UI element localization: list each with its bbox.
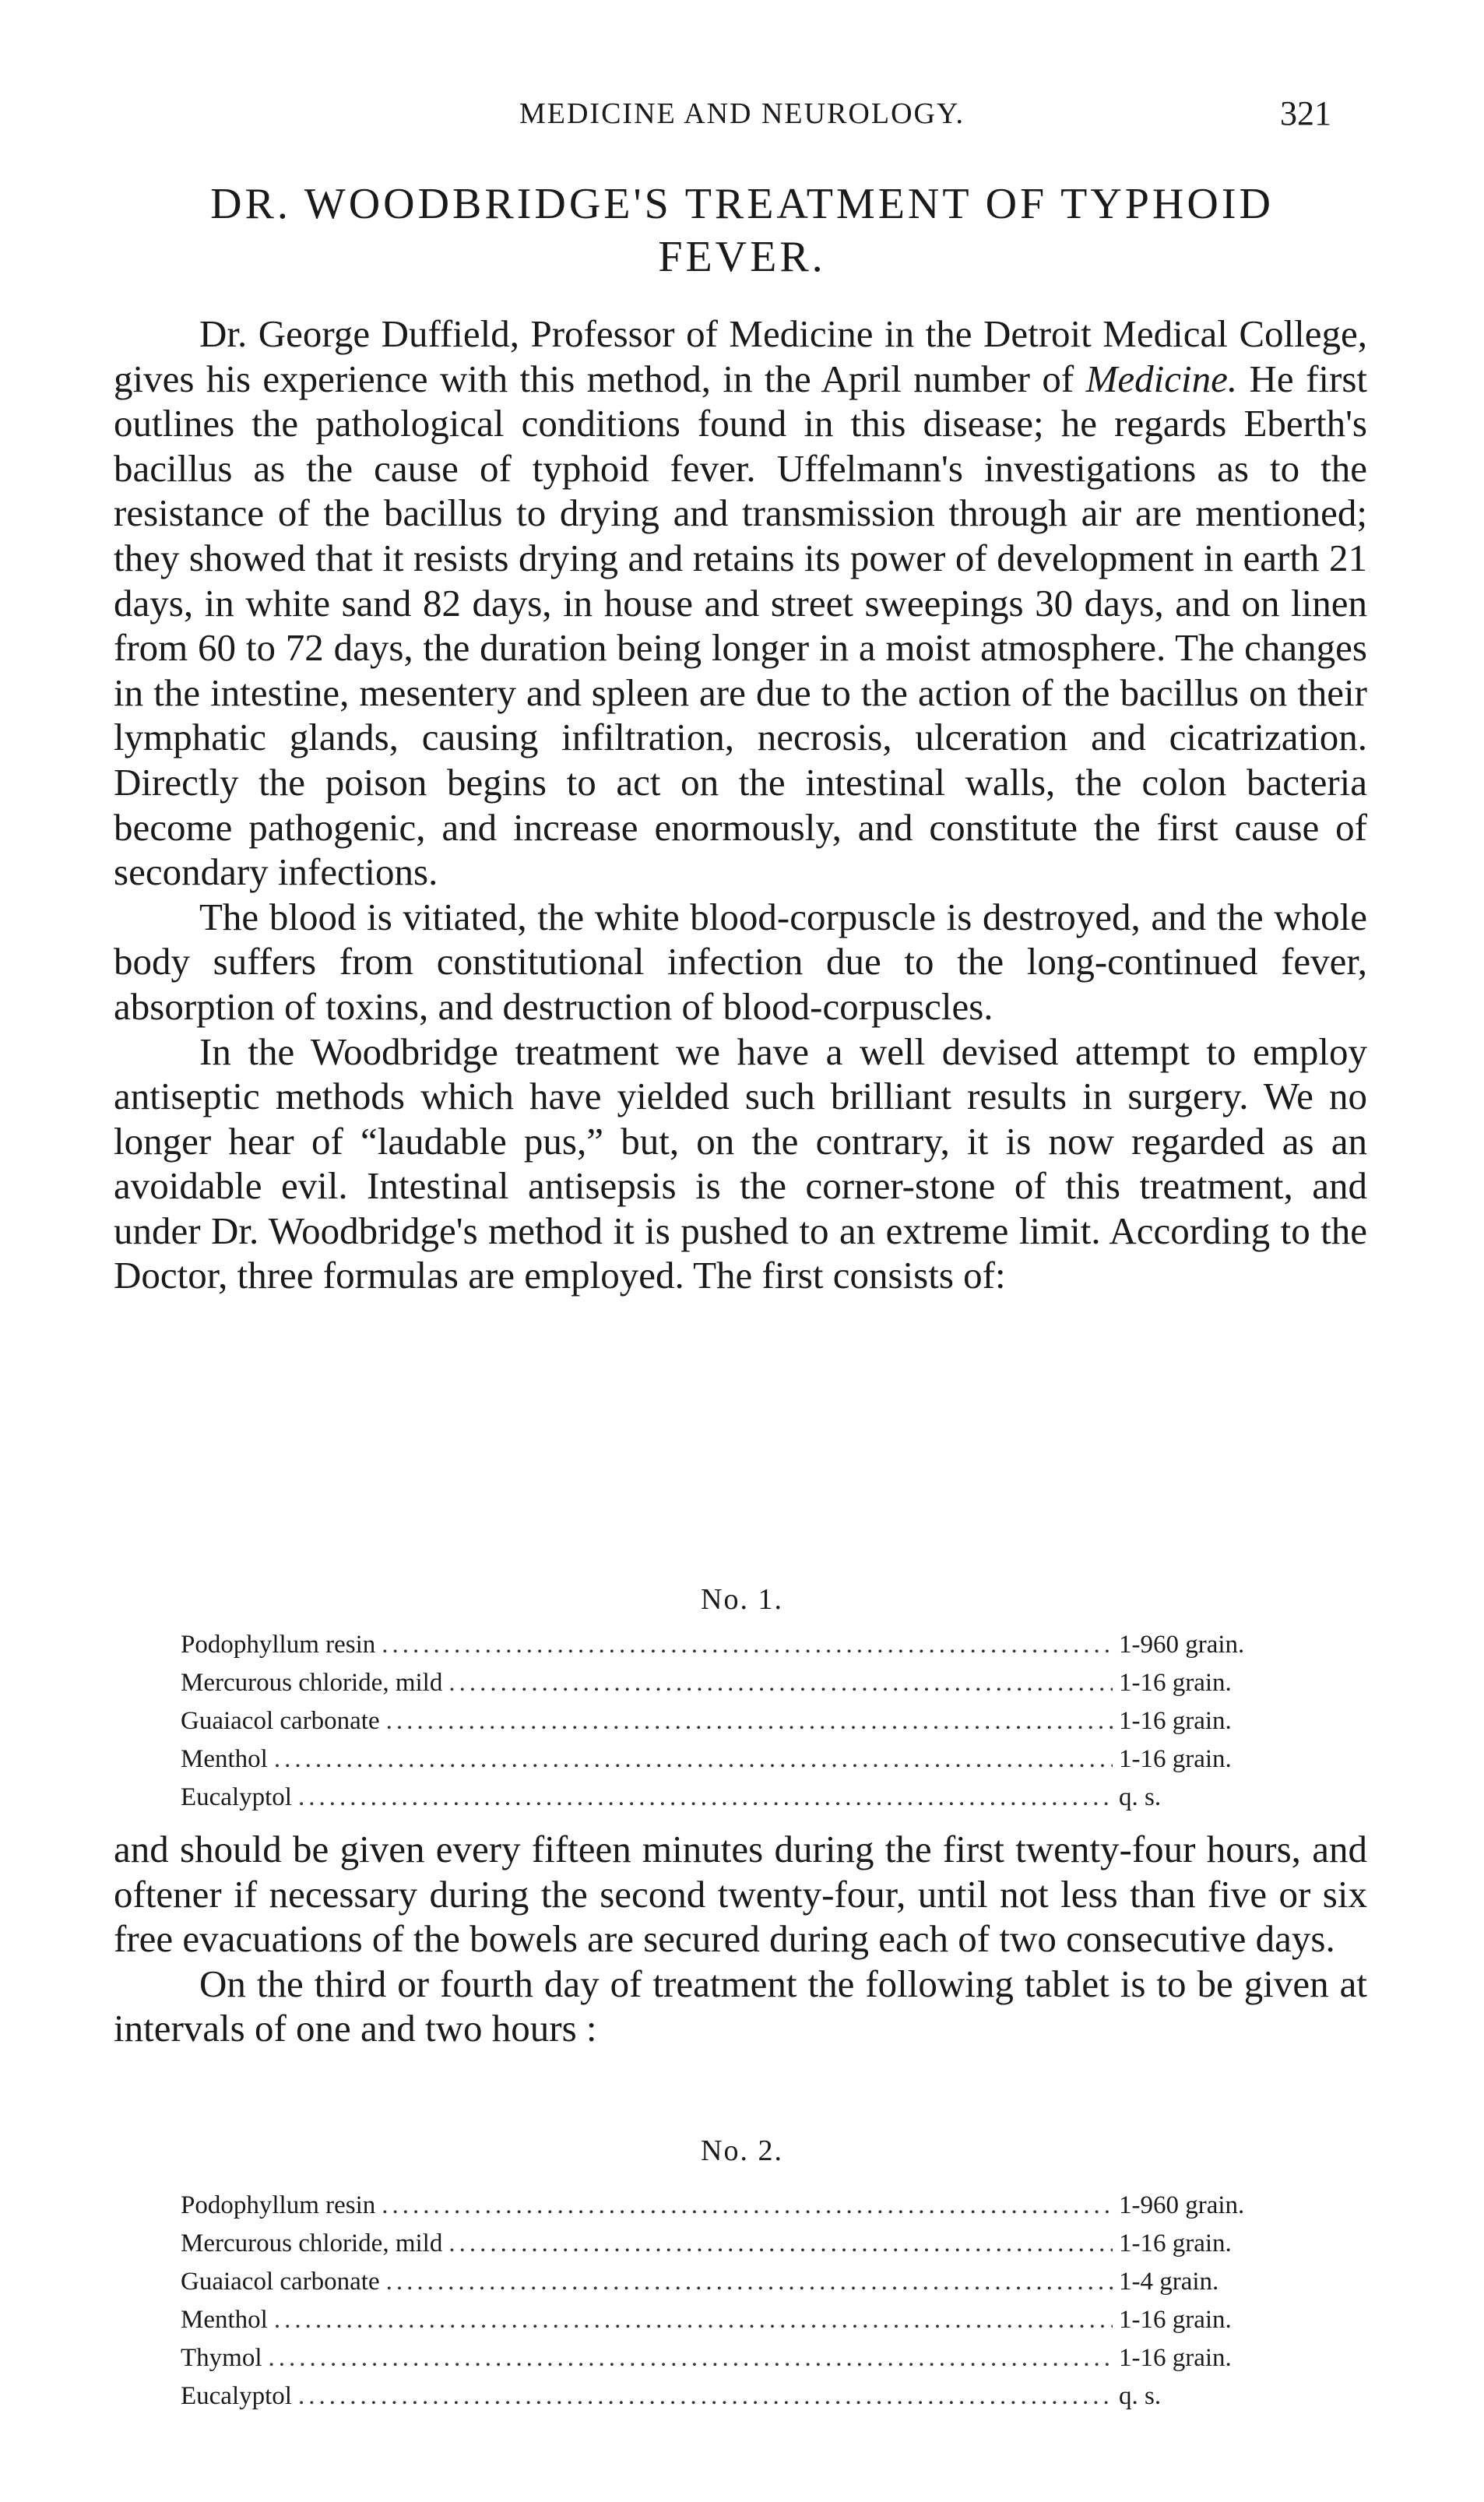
ingredient-name: Menthol [181,1745,268,1773]
page-number: 321 [1280,94,1331,132]
ingredient-dose: 1-16 grain. [1119,1707,1232,1735]
formula-row [181,1664,1317,1702]
formula-row [181,1702,1317,1740]
ingredient-name: Eucalyptol [181,1783,292,1811]
ingredient-dose: q. s. [1119,1783,1162,1811]
article-body-middle [114,1827,1367,2051]
dot-leader [298,1779,1113,1817]
formula-row [181,2263,1317,2301]
ingredient-name: Mercurous chloride, mild [181,2229,443,2257]
ingredient-dose: 1-960 grain. [1119,2191,1245,2219]
dot-leader [448,1664,1113,1702]
formula-1-table [181,1626,1317,1817]
ingredient-name: Thymol [181,2344,262,2372]
ingredient-name: Guaiacol carbonate [181,1707,380,1735]
ingredient-dose: 1-16 grain. [1119,2229,1232,2257]
dot-leader [274,2301,1113,2339]
formula-row [181,1779,1317,1817]
formula-row [181,1740,1317,1779]
ingredient-name: Podophyllum resin [181,1631,376,1659]
paragraph-1-text-a: Dr. George Duffield, Professor of Medicine in the Detroit Medical College, gives his experience with this method, in the April number of [114,312,1367,400]
ingredient-dose: 1-4 grain. [1119,2268,1219,2296]
dot-leader [382,1626,1113,1664]
formula-1-heading: No. 1. [701,1583,783,1616]
ingredient-name: Eucalyptol [181,2382,292,2410]
ingredient-dose: q. s. [1119,2382,1162,2410]
ingredient-dose: 1-960 grain. [1119,1631,1245,1659]
article-body-top [114,311,1367,1298]
ingredient-name: Menthol [181,2306,268,2334]
ingredient-dose: 1-16 grain. [1119,2306,1232,2334]
ingredient-name: Podophyllum resin [181,2191,376,2219]
ingredient-dose: 1-16 grain. [1119,1745,1232,1773]
ingredient-dose: 1-16 grain. [1119,1669,1232,1697]
formula-row [181,2225,1317,2263]
journal-title: Medicine. [1085,357,1238,400]
paragraph-3: In the Woodbridge treatment we have a well devised attempt to employ antiseptic methods which have yielded such brilliant results in surgery. We no longer hear of “laudable pus,” but, on the contrary, it is now regarded as an avoidable evil. Intestinal antisepsis is the corner-stone of this treatment, and under Dr. Woodbridge's method it is pushed to an extreme limit. According to the Doctor, three formulas are employed. The first consists of: [114,1029,1367,1297]
running-header [0,92,1484,139]
article-title-line-1: DR. WOODBRIDGE'S TREATMENT OF TYPHOID [210,180,1274,228]
dot-leader [448,2225,1113,2263]
article-title-line-2: FEVER. [658,233,826,281]
dot-leader [382,2187,1113,2225]
dot-leader [269,2339,1113,2377]
ingredient-name: Guaiacol carbonate [181,2268,380,2296]
dot-leader [274,1740,1113,1779]
ingredient-dose: 1-16 grain. [1119,2344,1232,2372]
formula-2-table [181,2187,1317,2416]
formula-row [181,2187,1317,2225]
dot-leader [386,1702,1113,1740]
formula-row [181,2339,1317,2377]
dot-leader [298,2377,1113,2416]
formula-row [181,2377,1317,2416]
article-title [117,178,1367,283]
paragraph-1 [114,311,1367,895]
formula-row [181,2301,1317,2339]
ingredient-name: Mercurous chloride, mild [181,1669,443,1697]
paragraph-4: and should be given every fifteen minutes during the first twenty-four hours, and oftener if necessary during the second twenty-four, until not less than five or six free evacuations of the bowels are secured during each of two consecutive days. [114,1828,1367,1961]
running-title: MEDICINE AND NEUROLOGY. [519,97,965,130]
paragraph-5: On the third or fourth day of treatment the following tablet is to be given at intervals of one and two hours : [114,1962,1367,2050]
dot-leader [386,2263,1113,2301]
paragraph-2: The blood is vitiated, the white blood-corpuscle is destroyed, and the whole body suffers from constitutional infection due to the long-continued fever, absorption of toxins, and destruction of blood-corpuscles. [114,895,1367,1028]
formula-row [181,1626,1317,1664]
formula-2-heading: No. 2. [701,2134,783,2167]
paragraph-1-text-b: He first outlines the pathological conditions found in this disease; he regards Eberth's bacillus as the cause of typhoid fever. Uffelmann's investigations as to the resistance of the bacillus to drying and transmission through air are mentioned; they showed that it resists drying and retains its power of development in earth 21 days, in white sand 82 days, in house and street sweepings 30 days, and on linen from 60 to 72 days, the duration being longer in a moist atmosphere. The changes in the intestine, mesentery and spleen are due to the action of the bacillus on their lymphatic glands, causing infiltration, necrosis, ulceration and cicatrization. Directly the poison begins to act on the intestinal walls, the colon bacteria become pathogenic, and increase enormously, and constitute the first cause of secondary infections. [114,357,1367,894]
